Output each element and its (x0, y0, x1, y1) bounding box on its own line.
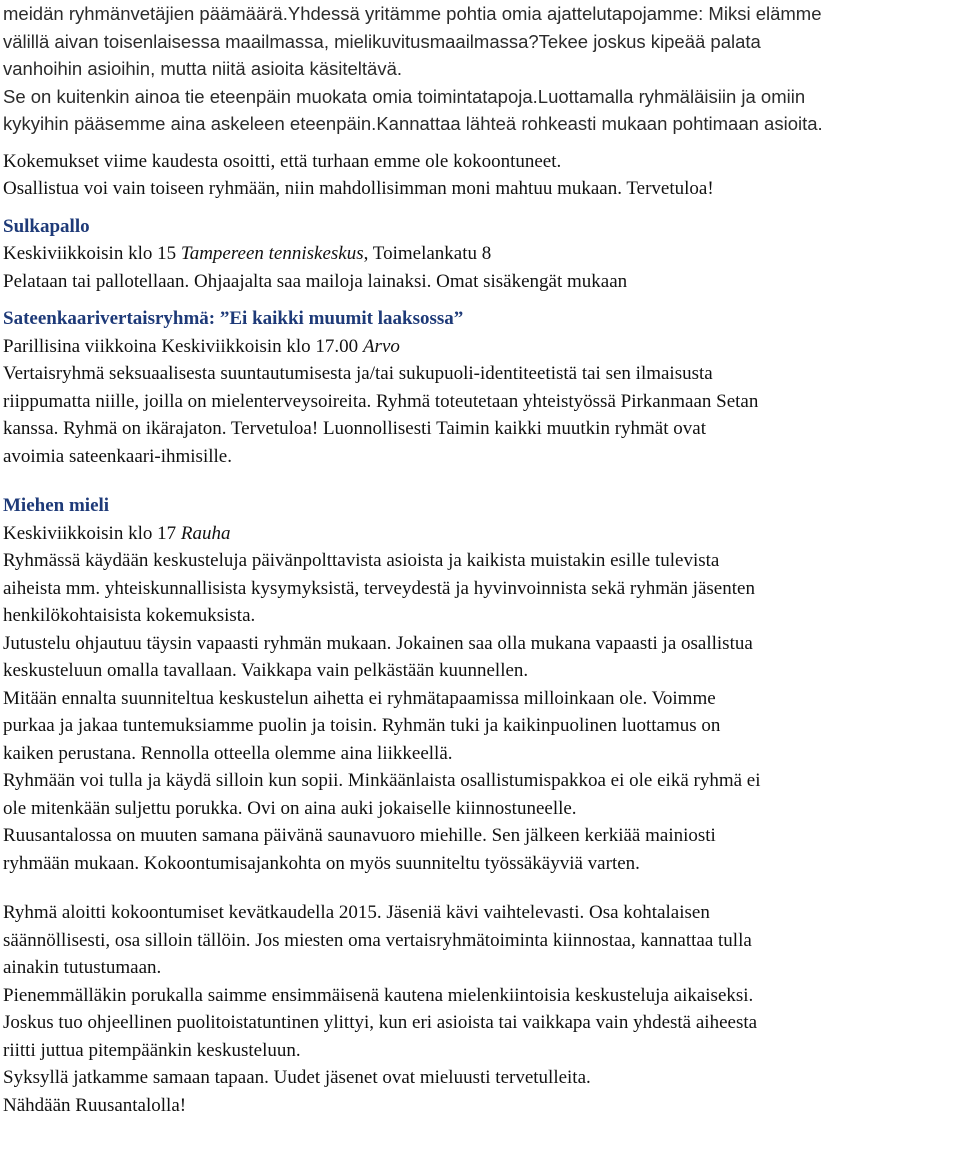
document-body (3, 0, 957, 1119)
body-line: purkaa ja jakaa tuntemuksiamme puolin ja toisin. Ryhmän tuki ja kaikinpuolinen luottamus on (3, 715, 721, 736)
place-name: Rauha (180, 522, 231, 544)
address-text: , Toimelankatu 8 (363, 243, 492, 264)
body-line: Ryhmässä käydään keskusteluja päivänpolttavista asioista ja kaikista muistakin esille tulevista (3, 550, 720, 571)
closing-paragraph (3, 899, 957, 1119)
section-heading: Miehen mieli (3, 495, 110, 516)
body-line: henkilökohtaisista kokemuksista. (3, 605, 256, 626)
closing-line: Joskus tuo ohjeellinen puolitoistatuntinen ylittyi, kun eri asioista tai vaikkapa vain yhdestä aiheesta (3, 1012, 758, 1033)
notice-line: Kokemukset viime kaudesta osoitti, että turhaan emme ole kokoontuneet. (3, 150, 562, 172)
body-line: aiheista mm. yhteiskunnallisista kysymyksistä, terveydestä ja hyvinvoinnista sekä ryhmän jäsenten (3, 577, 755, 599)
section-sateenkaari (3, 305, 957, 470)
place-name: Arvo (362, 335, 400, 357)
section-sulkapallo (3, 213, 957, 296)
closing-line: riitti juttua pitempäänkin keskusteluun. (3, 1039, 301, 1061)
section-time (3, 333, 957, 361)
time-text: Keskiviikkoisin klo 17 (3, 522, 181, 544)
body-line: ole mitenkään suljettu porukka. Ovi on aina auki jokaiselle kiinnostuneelle. (3, 797, 577, 819)
body-line: Vertaisryhmä seksuaalisesta suuntautumisesta ja/tai sukupuoli-identiteetistä tai sen ilmaisusta (3, 363, 713, 384)
closing-line: Ryhmä aloitti kokoontumiset kevätkaudella 2015. Jäseniä kävi vaihtelevasti. Osa kohtalaisen (3, 902, 710, 923)
section-time (3, 520, 957, 548)
body-line: Ruusantalossa on muuten samana päivänä saunavuoro miehille. Sen jälkeen kerkiää mainiosti (3, 825, 716, 846)
notice-line: Osallistua voi vain toiseen ryhmään, niin mahdollisimman moni mahtuu mukaan. Tervetuloa! (3, 178, 714, 199)
closing-line: säännöllisesti, osa silloin tällöin. Jos miesten oma vertaisryhmätoiminta kiinnostaa, kannattaa tulla (3, 929, 752, 951)
body-line: avoimia sateenkaari-ihmisille. (3, 445, 232, 467)
closing-line: Pienemmälläkin porukalla saimme ensimmäisenä kautena mielenkiintoisia keskusteluja aikaiseksi. (3, 984, 754, 1006)
intro-line: vanhoihin asioihin, mutta niitä asioita käsiteltävä. (3, 58, 403, 79)
body-line: Jutustelu ohjautuu täysin vapaasti ryhmän mukaan. Jokainen saa olla mukana vapaasti ja osallistua (3, 632, 753, 654)
body-line: riippumatta niille, joilla on mielenterveysoireita. Ryhmä toteutetaan yhteistyössä Pirkanmaan Setan (3, 390, 759, 412)
section-details: Pelataan tai pallotellaan. Ohjaajalta saa mailoja lainaksi. Omat sisäkengät mukaan (3, 270, 628, 292)
body-line: Mitään ennalta suunniteltua keskustelun aihetta ei ryhmätapaamissa milloinkaan ole. Voimme (3, 687, 716, 709)
intro-line: Se on kuitenkin ainoa tie eteenpäin muokata omia toimintatapoja.Luottamalla ryhmäläisiin ja omiin (3, 85, 806, 107)
section-heading: Sulkapallo (3, 215, 90, 237)
time-text: Parillisina viikkoina Keskiviikkoisin klo 17.00 (3, 335, 363, 357)
section-time (3, 240, 957, 268)
section-miehen-mieli (3, 492, 957, 877)
body-line: kanssa. Ryhmä on ikärajaton. Tervetuloa! Luonnollisesti Taimin kaikki muutkin ryhmät ovat (3, 418, 706, 439)
closing-line: Syksyllä jatkamme samaan tapaan. Uudet jäsenet ovat mieluusti tervetulleita. (3, 1067, 591, 1088)
place-name: Tampereen tenniskeskus (180, 243, 364, 264)
intro-line: kykyihin pääsemme aina askeleen eteenpäin.Kannattaa lähteä rohkeasti mukaan pohtimaan asioita. (3, 113, 823, 134)
intro-line: välillä aivan toisenlaisessa maailmassa, mielikuvitusmaailmassa?Tekee joskus kipeää palata (3, 30, 761, 52)
body-line: kaiken perustana. Rennolla otteella olemme aina liikkeellä. (3, 742, 453, 764)
section-heading: Sateenkaarivertaisryhmä: ”Ei kaikki muumit laaksossa” (3, 308, 464, 329)
body-line: keskusteluun omalla tavallaan. Vaikkapa vain pelkästään kuunnellen. (3, 660, 529, 681)
closing-line: ainakin tutustumaan. (3, 957, 162, 978)
body-line: ryhmään mukaan. Kokoontumisajankohta on myös suunniteltu työssäkäyviä varten. (3, 852, 640, 874)
intro-paragraph (3, 0, 957, 138)
intro-line: meidän ryhmänvetäjien päämäärä.Yhdessä yritämme pohtia omia ajattelutapojamme: Miksi elämme (3, 3, 822, 24)
closing-line: Nähdään Ruusantalolla! (3, 1094, 187, 1116)
time-text: Keskiviikkoisin klo 15 (3, 243, 181, 264)
notice-paragraph (3, 148, 957, 203)
body-line: Ryhmään voi tulla ja käydä silloin kun sopii. Minkäänlaista osallistumispakkoa ei ole eikä ryhmä ei (3, 770, 761, 791)
